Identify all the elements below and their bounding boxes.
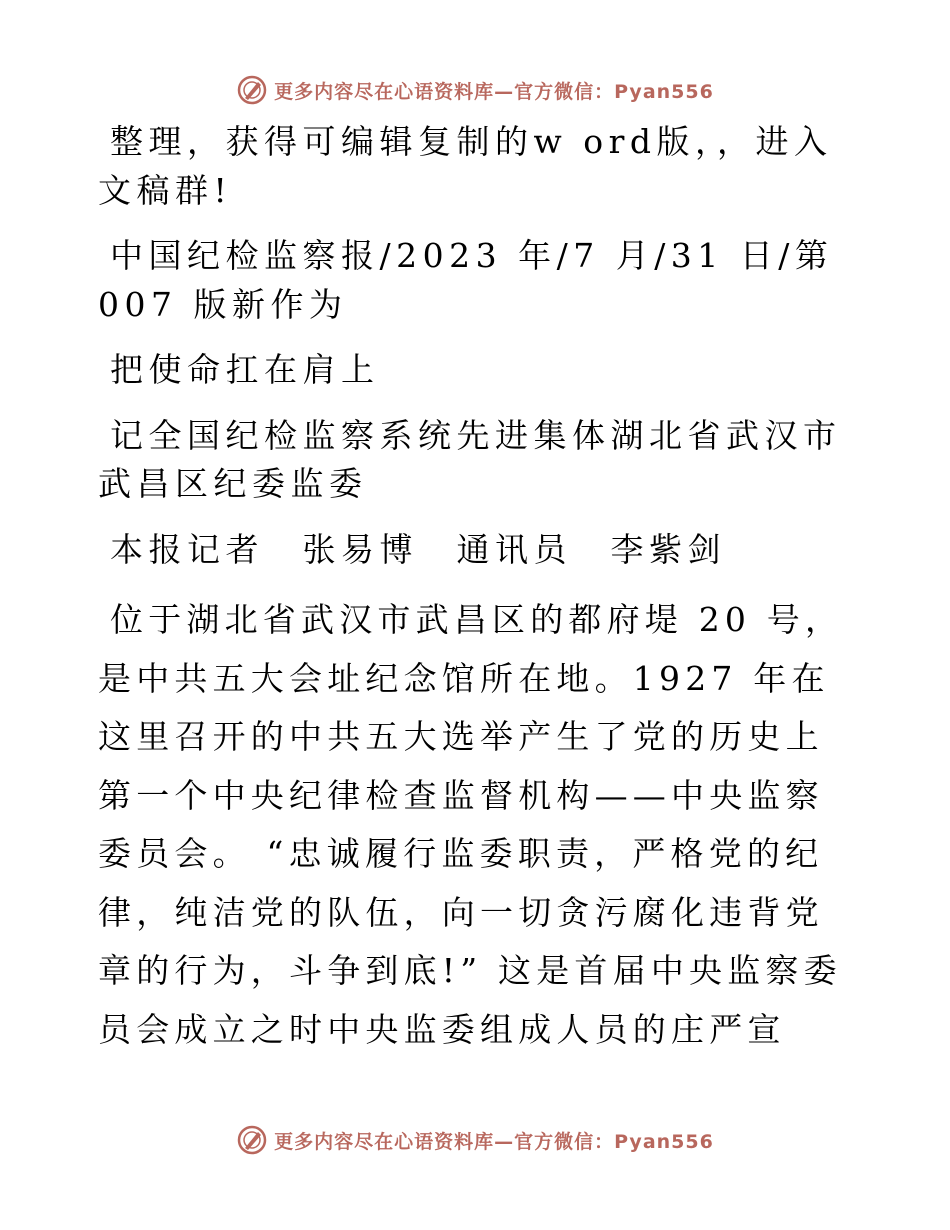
footer-watermark [0, 1120, 950, 1160]
article-title: 把使命扛在肩上 [110, 350, 380, 389]
body-paragraph: 位于湖北省武汉市武昌区的都府堤 20 号，是中共五大会址纪念馆所在地。1927 年在这里召开的中共五大选举产生了党的历史上第一个中央纪律检查监督机构——中央监察委员会。 “忠诚履行监委职责，严格党的纪律，纯洁党的队伍，向一切贪污腐化违背党章的行为，斗争到底!” 这是首届中央监察委员会成立之时中央监委组成人员的庄严宣 [98, 600, 844, 1049]
intro-note: 整理，获得可编辑复制的w ord版，，进入文稿群! [98, 122, 833, 210]
article-subtitle: 记全国纪检监察系统先进集体湖北省武汉市武昌区纪委监委 [98, 415, 842, 503]
pen-seal-icon [236, 74, 268, 106]
header-watermark [0, 70, 950, 110]
pen-seal-icon [236, 1124, 268, 1156]
document-body [98, 118, 858, 1076]
byline: 本报记者 张易博 通讯员 李紫剑 [110, 529, 726, 569]
source-line: 中国纪检监察报/2023 年/7 月/31 日/第 007 版新作为 [98, 236, 834, 324]
watermark-text: 更多内容尽在心语资料库—官方微信：Pyan556 [274, 1130, 714, 1153]
watermark-text: 更多内容尽在心语资料库—官方微信：Pyan556 [274, 80, 714, 103]
